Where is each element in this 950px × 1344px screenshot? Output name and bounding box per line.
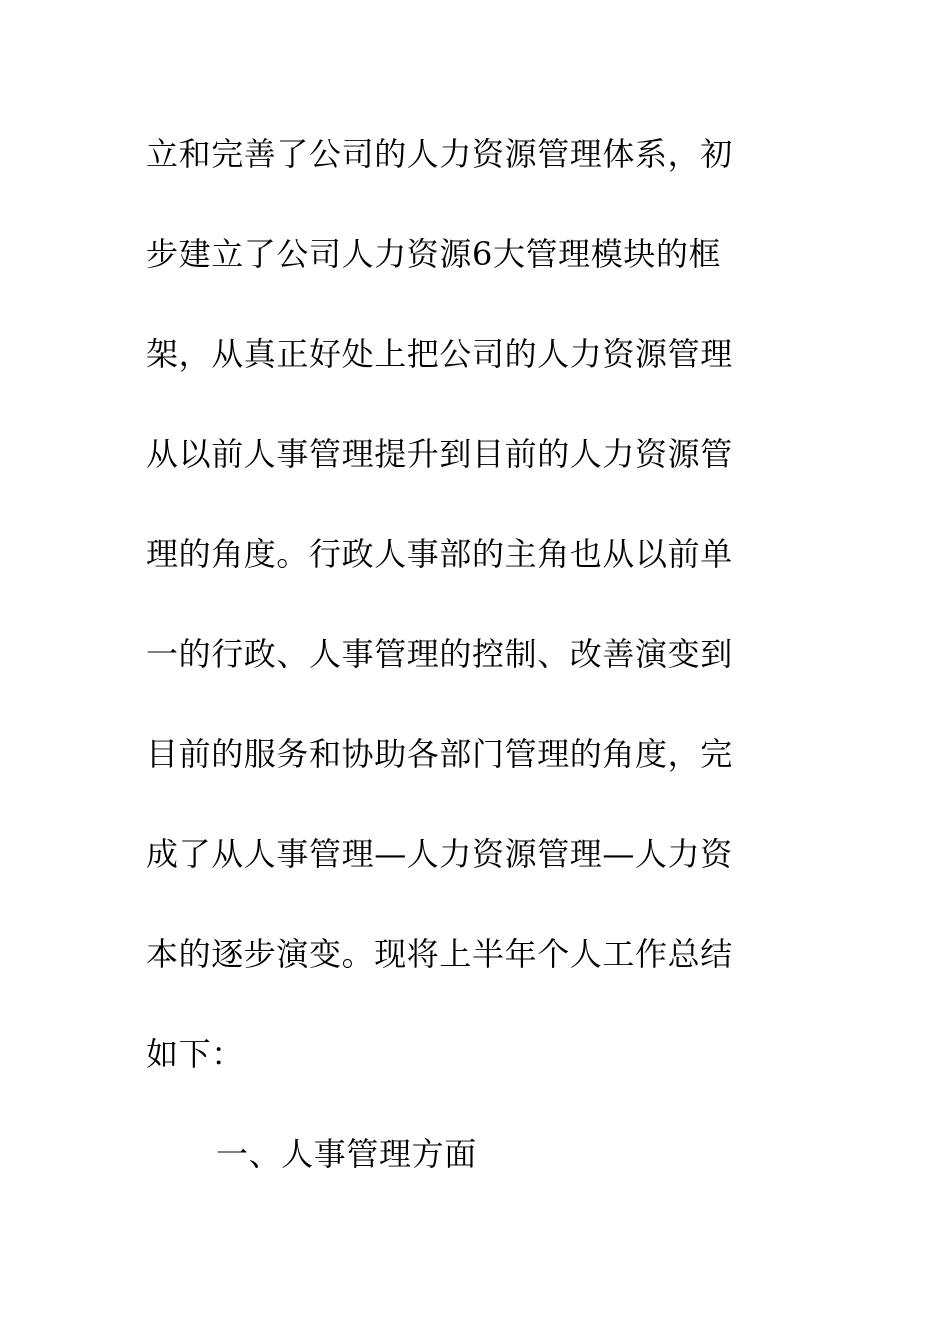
paragraph-line-1: 立和完善了公司的人力资源管理体系，初 <box>146 135 733 173</box>
paragraph-line-10: 如下： <box>146 1035 244 1073</box>
paragraph-line-2: 步建立了公司人力资源6大管理模块的框 <box>146 235 722 273</box>
paragraph-line-7: 目前的服务和协助各部门管理的角度，完 <box>146 735 733 773</box>
section-heading: 一、人事管理方面 <box>216 1135 477 1173</box>
body-text <box>146 124 786 1224</box>
paragraph-line-6: 一的行政、人事管理的控制、改善演变到 <box>146 635 733 673</box>
paragraph-line-4: 从以前人事管理提升到目前的人力资源管 <box>146 435 733 473</box>
paragraph-line-3: 架，从真正好处上把公司的人力资源管理 <box>146 335 733 373</box>
paragraph-line-5: 理的角度。行政人事部的主角也从以前单 <box>146 535 733 573</box>
paragraph-line-9: 本的逐步演变。现将上半年个人工作总结 <box>146 935 733 973</box>
paragraph-line-8: 成了从人事管理—人力资源管理—人力资 <box>146 835 733 873</box>
